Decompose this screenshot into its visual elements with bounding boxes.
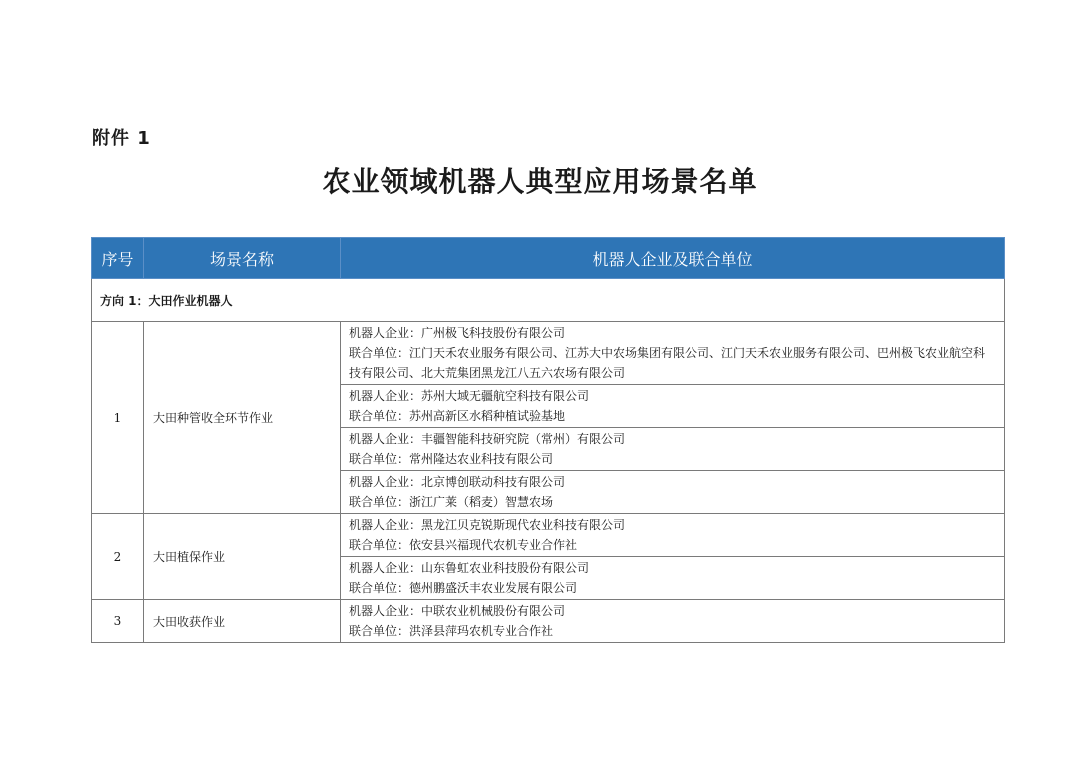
- scenario-table: [91, 237, 1005, 643]
- unit-group: [341, 428, 1005, 471]
- header-seq: 序号: [92, 238, 144, 279]
- partner-text: 联合单位：浙江广莱（稻麦）智慧农场: [349, 495, 554, 509]
- partner-text: 联合单位：江门天禾农业服务有限公司、江苏大中农场集团有限公司、江门天禾农业服务有限公司、巴州极飞农业航空科技有限公司、北大荒集团黑龙江八五六农场有限公司: [349, 346, 986, 380]
- enterprise-text: 机器人企业：中联农业机械股份有限公司: [349, 604, 566, 618]
- enterprise-text: 机器人企业：黑龙江贝克锐斯现代农业科技有限公司: [349, 518, 626, 532]
- partner-text: 联合单位：常州隆达农业科技有限公司: [349, 452, 554, 466]
- row-seq: 3: [92, 600, 144, 643]
- direction-label: 方向 1：大田作业机器人: [92, 279, 1005, 322]
- row-scene: 大田植保作业: [144, 514, 341, 600]
- unit-group: [341, 600, 1005, 643]
- partner-text: 联合单位：洪泽县萍玛农机专业合作社: [349, 624, 554, 638]
- enterprise-text: 机器人企业：广州极飞科技股份有限公司: [349, 326, 566, 340]
- header-units: 机器人企业及联合单位: [341, 238, 1005, 279]
- unit-group: [341, 471, 1005, 514]
- table-row: [92, 514, 1005, 557]
- unit-group: [341, 385, 1005, 428]
- table-header-row: [92, 238, 1005, 279]
- enterprise-text: 机器人企业：丰疆智能科技研究院（常州）有限公司: [349, 432, 626, 446]
- unit-group: [341, 557, 1005, 600]
- partner-text: 联合单位：苏州高新区水稻种植试验基地: [349, 409, 566, 423]
- enterprise-text: 机器人企业：苏州大域无疆航空科技有限公司: [349, 389, 590, 403]
- enterprise-text: 机器人企业：山东鲁虹农业科技股份有限公司: [349, 561, 590, 575]
- unit-group: [341, 322, 1005, 385]
- document-title: 农业领域机器人典型应用场景名单: [322, 165, 758, 198]
- partner-text: 联合单位：德州鹏盛沃丰农业发展有限公司: [349, 581, 578, 595]
- enterprise-text: 机器人企业：北京博创联动科技有限公司: [349, 475, 566, 489]
- unit-group: [341, 514, 1005, 557]
- partner-text: 联合单位：依安县兴福现代农机专业合作社: [349, 538, 578, 552]
- row-scene: 大田收获作业: [144, 600, 341, 643]
- header-scene: 场景名称: [144, 238, 341, 279]
- row-scene: 大田种管收全环节作业: [144, 322, 341, 514]
- attachment-label: 附件 1: [92, 128, 151, 149]
- table-row: [92, 322, 1005, 385]
- direction-row: [92, 279, 1005, 322]
- row-seq: 2: [92, 514, 144, 600]
- row-seq: 1: [92, 322, 144, 514]
- table-row: [92, 600, 1005, 643]
